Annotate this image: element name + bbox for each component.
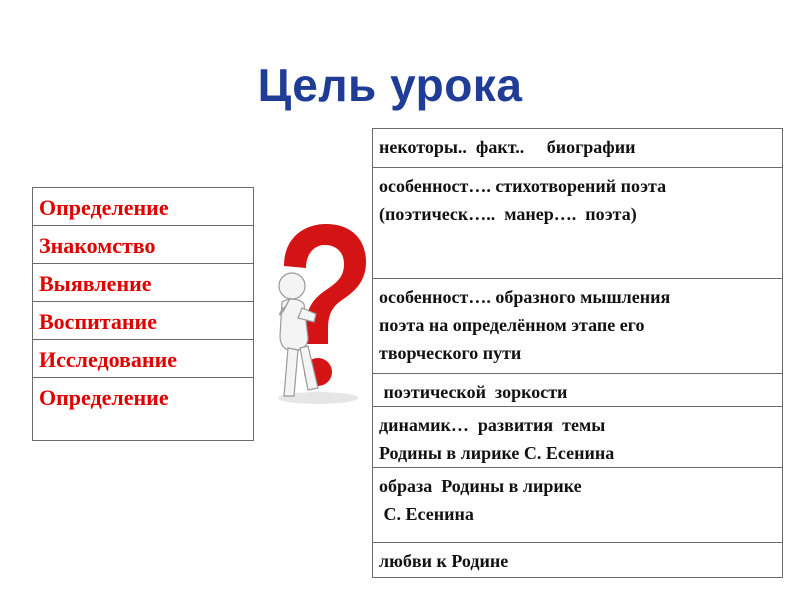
- objective-cell: [373, 407, 783, 468]
- objective-line: поэтической зоркости: [379, 382, 568, 402]
- objective-line: поэта на определённом этапе его: [379, 315, 645, 335]
- goal-row: [33, 188, 254, 226]
- objective-cell: [373, 279, 783, 374]
- goal-row: [33, 302, 254, 340]
- objective-line: творческого пути: [379, 343, 522, 363]
- objective-line: любви к Родине: [379, 551, 509, 571]
- objective-cell: [373, 129, 783, 168]
- objective-cell: [373, 168, 783, 279]
- objective-cell: [373, 374, 783, 407]
- goal-item: Исследование: [33, 340, 254, 378]
- objective-row: [373, 129, 783, 168]
- goal-row: [33, 264, 254, 302]
- objective-line: динамик… развития темы: [379, 415, 606, 435]
- objective-row: [373, 279, 783, 374]
- slide-title: Цель урока: [257, 59, 523, 111]
- objective-line: С. Есенина: [379, 504, 474, 524]
- thinking-person-question-mark-icon: [262, 218, 372, 408]
- lesson-goals-table: [32, 187, 254, 441]
- objective-cell: [373, 468, 783, 543]
- objective-line: некоторы.. факт.. биографии: [379, 137, 636, 157]
- goal-row: [33, 226, 254, 264]
- objective-line: Родины в лирике С. Есенина: [379, 443, 615, 463]
- objective-cell: [373, 543, 783, 578]
- goal-row: [33, 378, 254, 441]
- objective-row: [373, 407, 783, 468]
- goal-row: [33, 340, 254, 378]
- objective-row: [373, 374, 783, 407]
- goal-item: Воспитание: [33, 302, 254, 340]
- objective-row: [373, 468, 783, 543]
- lesson-objectives-table: [372, 128, 783, 578]
- goal-item: Выявление: [33, 264, 254, 302]
- objective-line: особенност…. стихотворений поэта: [379, 176, 667, 196]
- objective-row: [373, 168, 783, 279]
- goal-item: Знакомство: [33, 226, 254, 264]
- objective-line: (поэтическ….. манер…. поэта): [379, 204, 637, 224]
- goal-item: Определение: [33, 378, 254, 441]
- objective-line: особенност…. образного мышления: [379, 287, 671, 307]
- goal-item: Определение: [33, 188, 254, 226]
- objective-line: образа Родины в лирике: [379, 476, 582, 496]
- objective-row: [373, 543, 783, 578]
